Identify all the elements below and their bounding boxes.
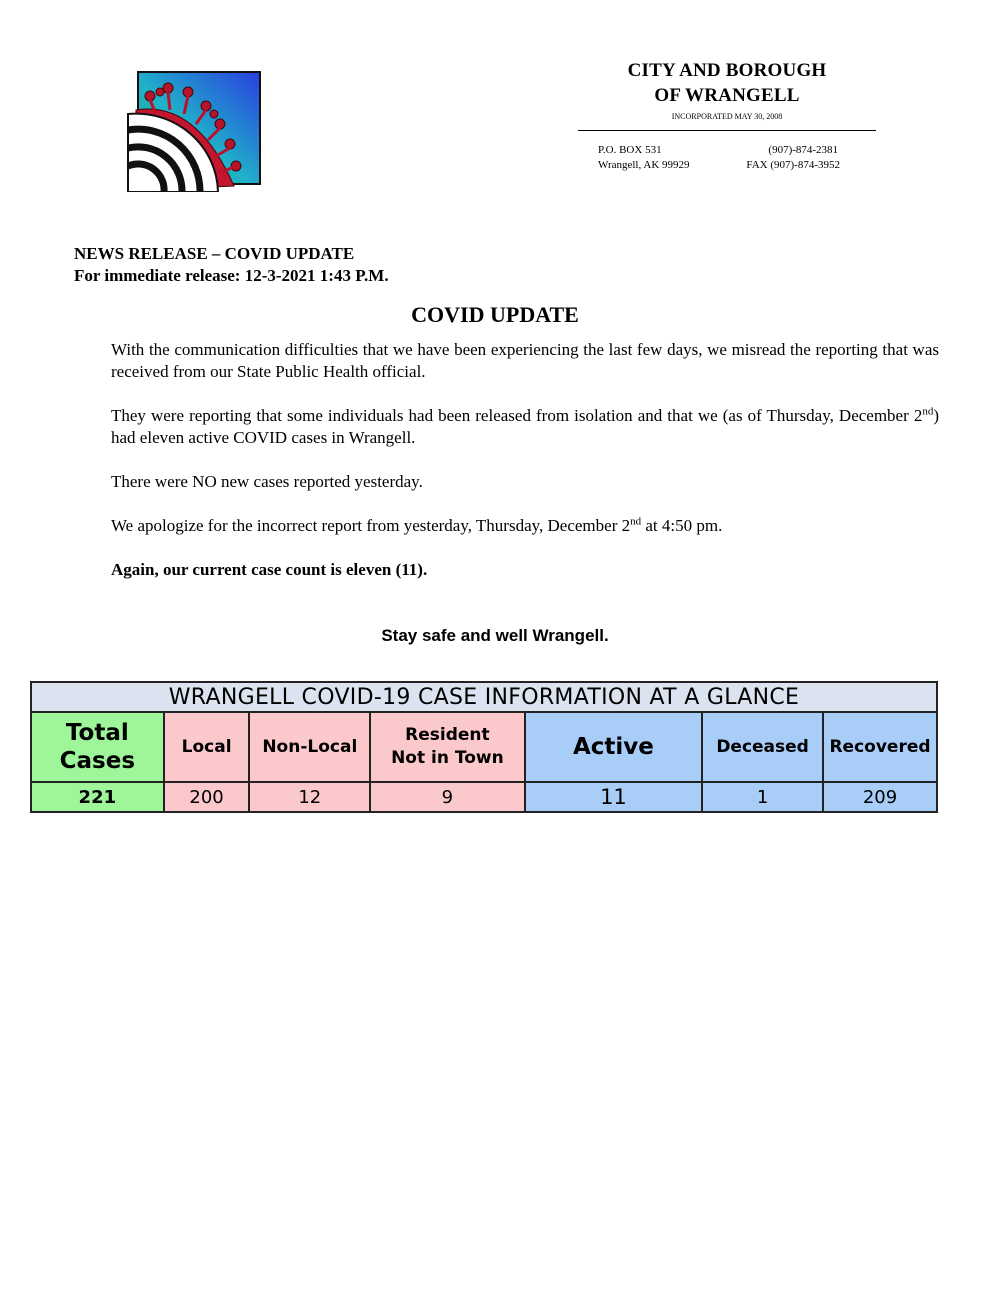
value-total-cases: 221: [31, 782, 164, 812]
contact-info: [578, 131, 876, 173]
header-local: Local: [164, 712, 250, 782]
org-name-line1: CITY AND BOROUGH: [627, 60, 827, 81]
paragraph-2: They were reporting that some individuals had been released from isolation and that we (as of Thursday, December 2nd) had eleven active COVID cases in Wrangell.: [111, 405, 939, 447]
value-active: 11: [525, 782, 702, 812]
document-title: COVID UPDATE: [411, 302, 579, 327]
case-info-table: [30, 681, 938, 813]
po-box: P.O. BOX 531: [598, 144, 662, 156]
table-title: WRANGELL COVID-19 CASE INFORMATION AT A GLANCE: [31, 682, 937, 712]
release-header: [74, 243, 389, 287]
city-state: Wrangell, AK 99929: [598, 159, 690, 171]
closing-message: Stay safe and well Wrangell.: [381, 626, 609, 645]
release-type: NEWS RELEASE – COVID UPDATE: [74, 244, 355, 263]
table-header-row: [31, 712, 937, 782]
value-deceased: 1: [702, 782, 823, 812]
org-name: [578, 58, 876, 108]
header-deceased: Deceased: [702, 712, 823, 782]
incorporated-date: INCORPORATED MAY 30, 2008: [671, 112, 783, 121]
phone-number: (907)-874-2381: [768, 144, 839, 156]
release-date: For immediate release: 12-3-2021 1:43 P.M.: [74, 266, 389, 285]
paragraph-5: Again, our current case count is eleven (11).: [111, 560, 428, 579]
value-local: 200: [164, 782, 250, 812]
value-non-local: 12: [249, 782, 370, 812]
header-active: Active: [525, 712, 702, 782]
fax-number: FAX (907)-874-3952: [746, 159, 840, 171]
table-values-row: [31, 782, 937, 812]
header-total-cases: Total Cases: [31, 712, 164, 782]
paragraph-4: We apologize for the incorrect report from yesterday, Thursday, December 2nd at 4:50 pm.: [111, 515, 723, 535]
header-recovered: Recovered: [823, 712, 937, 782]
paragraph-3: There were NO new cases reported yesterday.: [111, 472, 423, 491]
letterhead: [578, 58, 876, 173]
wrangell-covid-logo: [126, 70, 262, 192]
release-body: [111, 339, 939, 603]
value-resident-not-in-town: 9: [370, 782, 525, 812]
org-name-line2: OF WRANGELL: [654, 85, 800, 106]
paragraph-1: With the communication difficulties that we have been experiencing the last few days, we misread the reporting that was received from our State Public Health official.: [111, 340, 939, 381]
header-resident-not-in-town: Resident Not in Town: [370, 712, 525, 782]
header-non-local: Non-Local: [249, 712, 370, 782]
value-recovered: 209: [823, 782, 937, 812]
